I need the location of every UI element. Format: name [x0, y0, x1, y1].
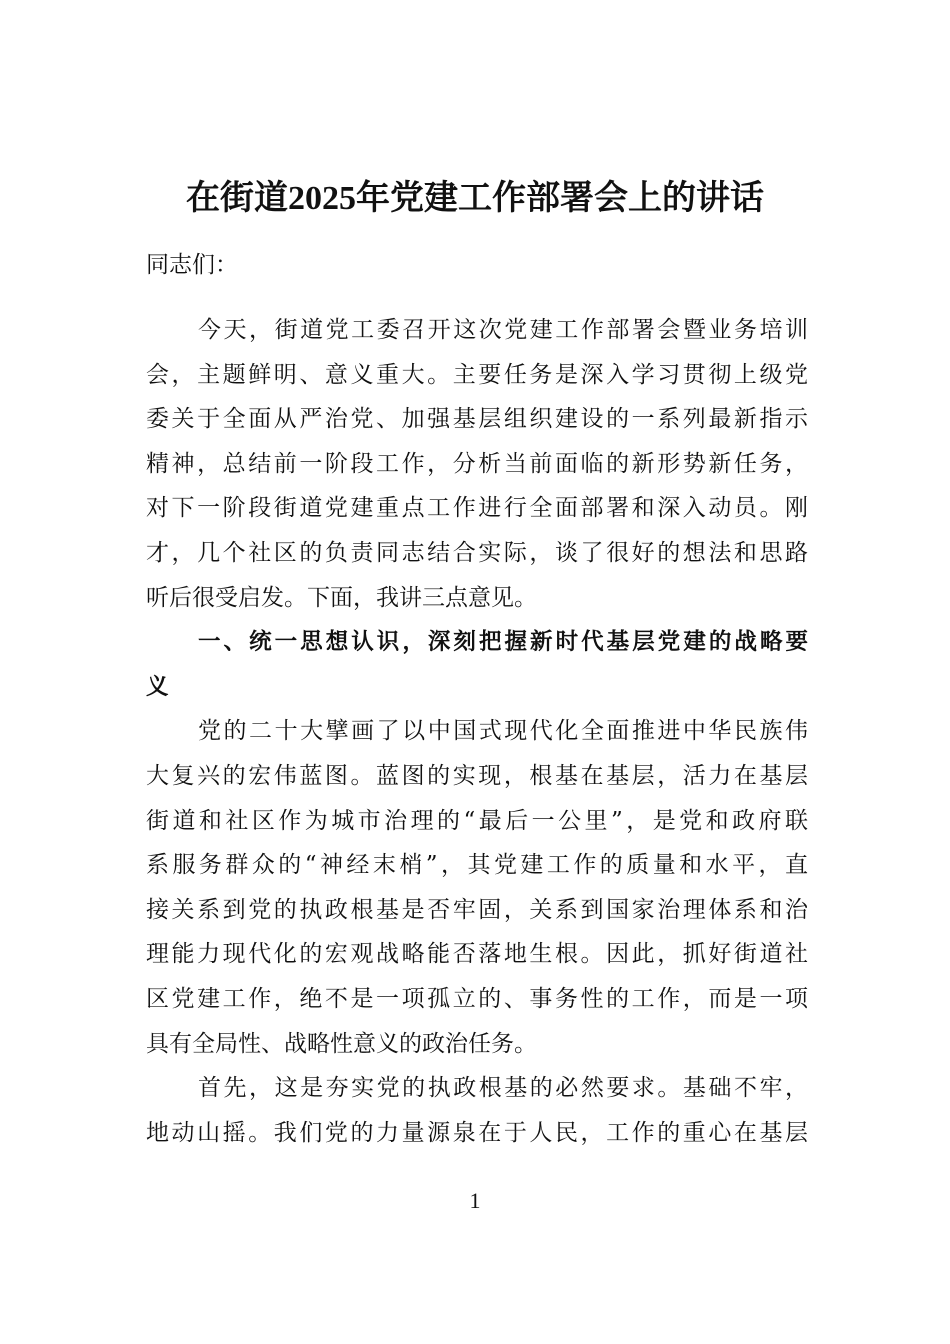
- text-line: 听后很受启发。下面，我讲三点意见。: [146, 584, 537, 611]
- text-line: 具有全局性、战略性意义的政治任务。: [146, 1030, 537, 1057]
- text-line: 今天，街道党工委召开这次党建工作部署会暨业务培训: [198, 317, 808, 343]
- document-body: [146, 308, 808, 1155]
- text-line: 区党建工作，绝不是一项孤立的、事务性的工作，而是一项: [146, 985, 808, 1012]
- paragraph: [146, 308, 808, 620]
- text-line: 对下一阶段街道党建重点工作进行全面部署和深入动员。刚: [146, 495, 808, 522]
- text-line: 党的二十大擘画了以中国式现代化全面推进中华民族伟: [198, 718, 808, 745]
- text-line: 理能力现代化的宏观战略能否落地生根。因此，抓好街道社: [146, 941, 808, 968]
- text-line: 精神，总结前一阶段工作，分析当前面临的新形势新任务，: [146, 450, 808, 477]
- text-line: 地动山摇。我们党的力量源泉在于人民，工作的重心在基层: [146, 1119, 808, 1146]
- text-line: 街道和社区作为城市治理的“最后一公里”，是党和政府联: [146, 807, 808, 834]
- text-line: 大复兴的宏伟蓝图。蓝图的实现，根基在基层，活力在基层: [146, 762, 808, 789]
- paragraph: [146, 709, 808, 1066]
- text-line: 义: [146, 673, 169, 700]
- paragraph: [146, 1066, 808, 1155]
- document-title: 在街道2025年党建工作部署会上的讲话: [186, 180, 764, 217]
- text-line: 接关系到党的执政根基是否牢固，关系到国家治理体系和治: [146, 896, 808, 923]
- page-number: 1: [469, 1188, 481, 1213]
- text-line: 会，主题鲜明、意义重大。主要任务是深入学习贯彻上级党: [146, 361, 808, 388]
- text-line: 委关于全面从严治党、加强基层组织建设的一系列最新指示: [146, 406, 808, 433]
- text-line: 才，几个社区的负责同志结合实际，谈了很好的想法和思路: [146, 539, 808, 566]
- salutation: 同志们：: [146, 252, 238, 278]
- section-heading: [146, 620, 808, 709]
- text-line: 一、统一思想认识，深刻把握新时代基层党建的战略要: [198, 629, 808, 656]
- text-line: 系服务群众的“神经末梢”，其党建工作的质量和水平，直: [146, 852, 808, 879]
- text-line: 首先，这是夯实党的执政根基的必然要求。基础不牢，: [198, 1075, 808, 1102]
